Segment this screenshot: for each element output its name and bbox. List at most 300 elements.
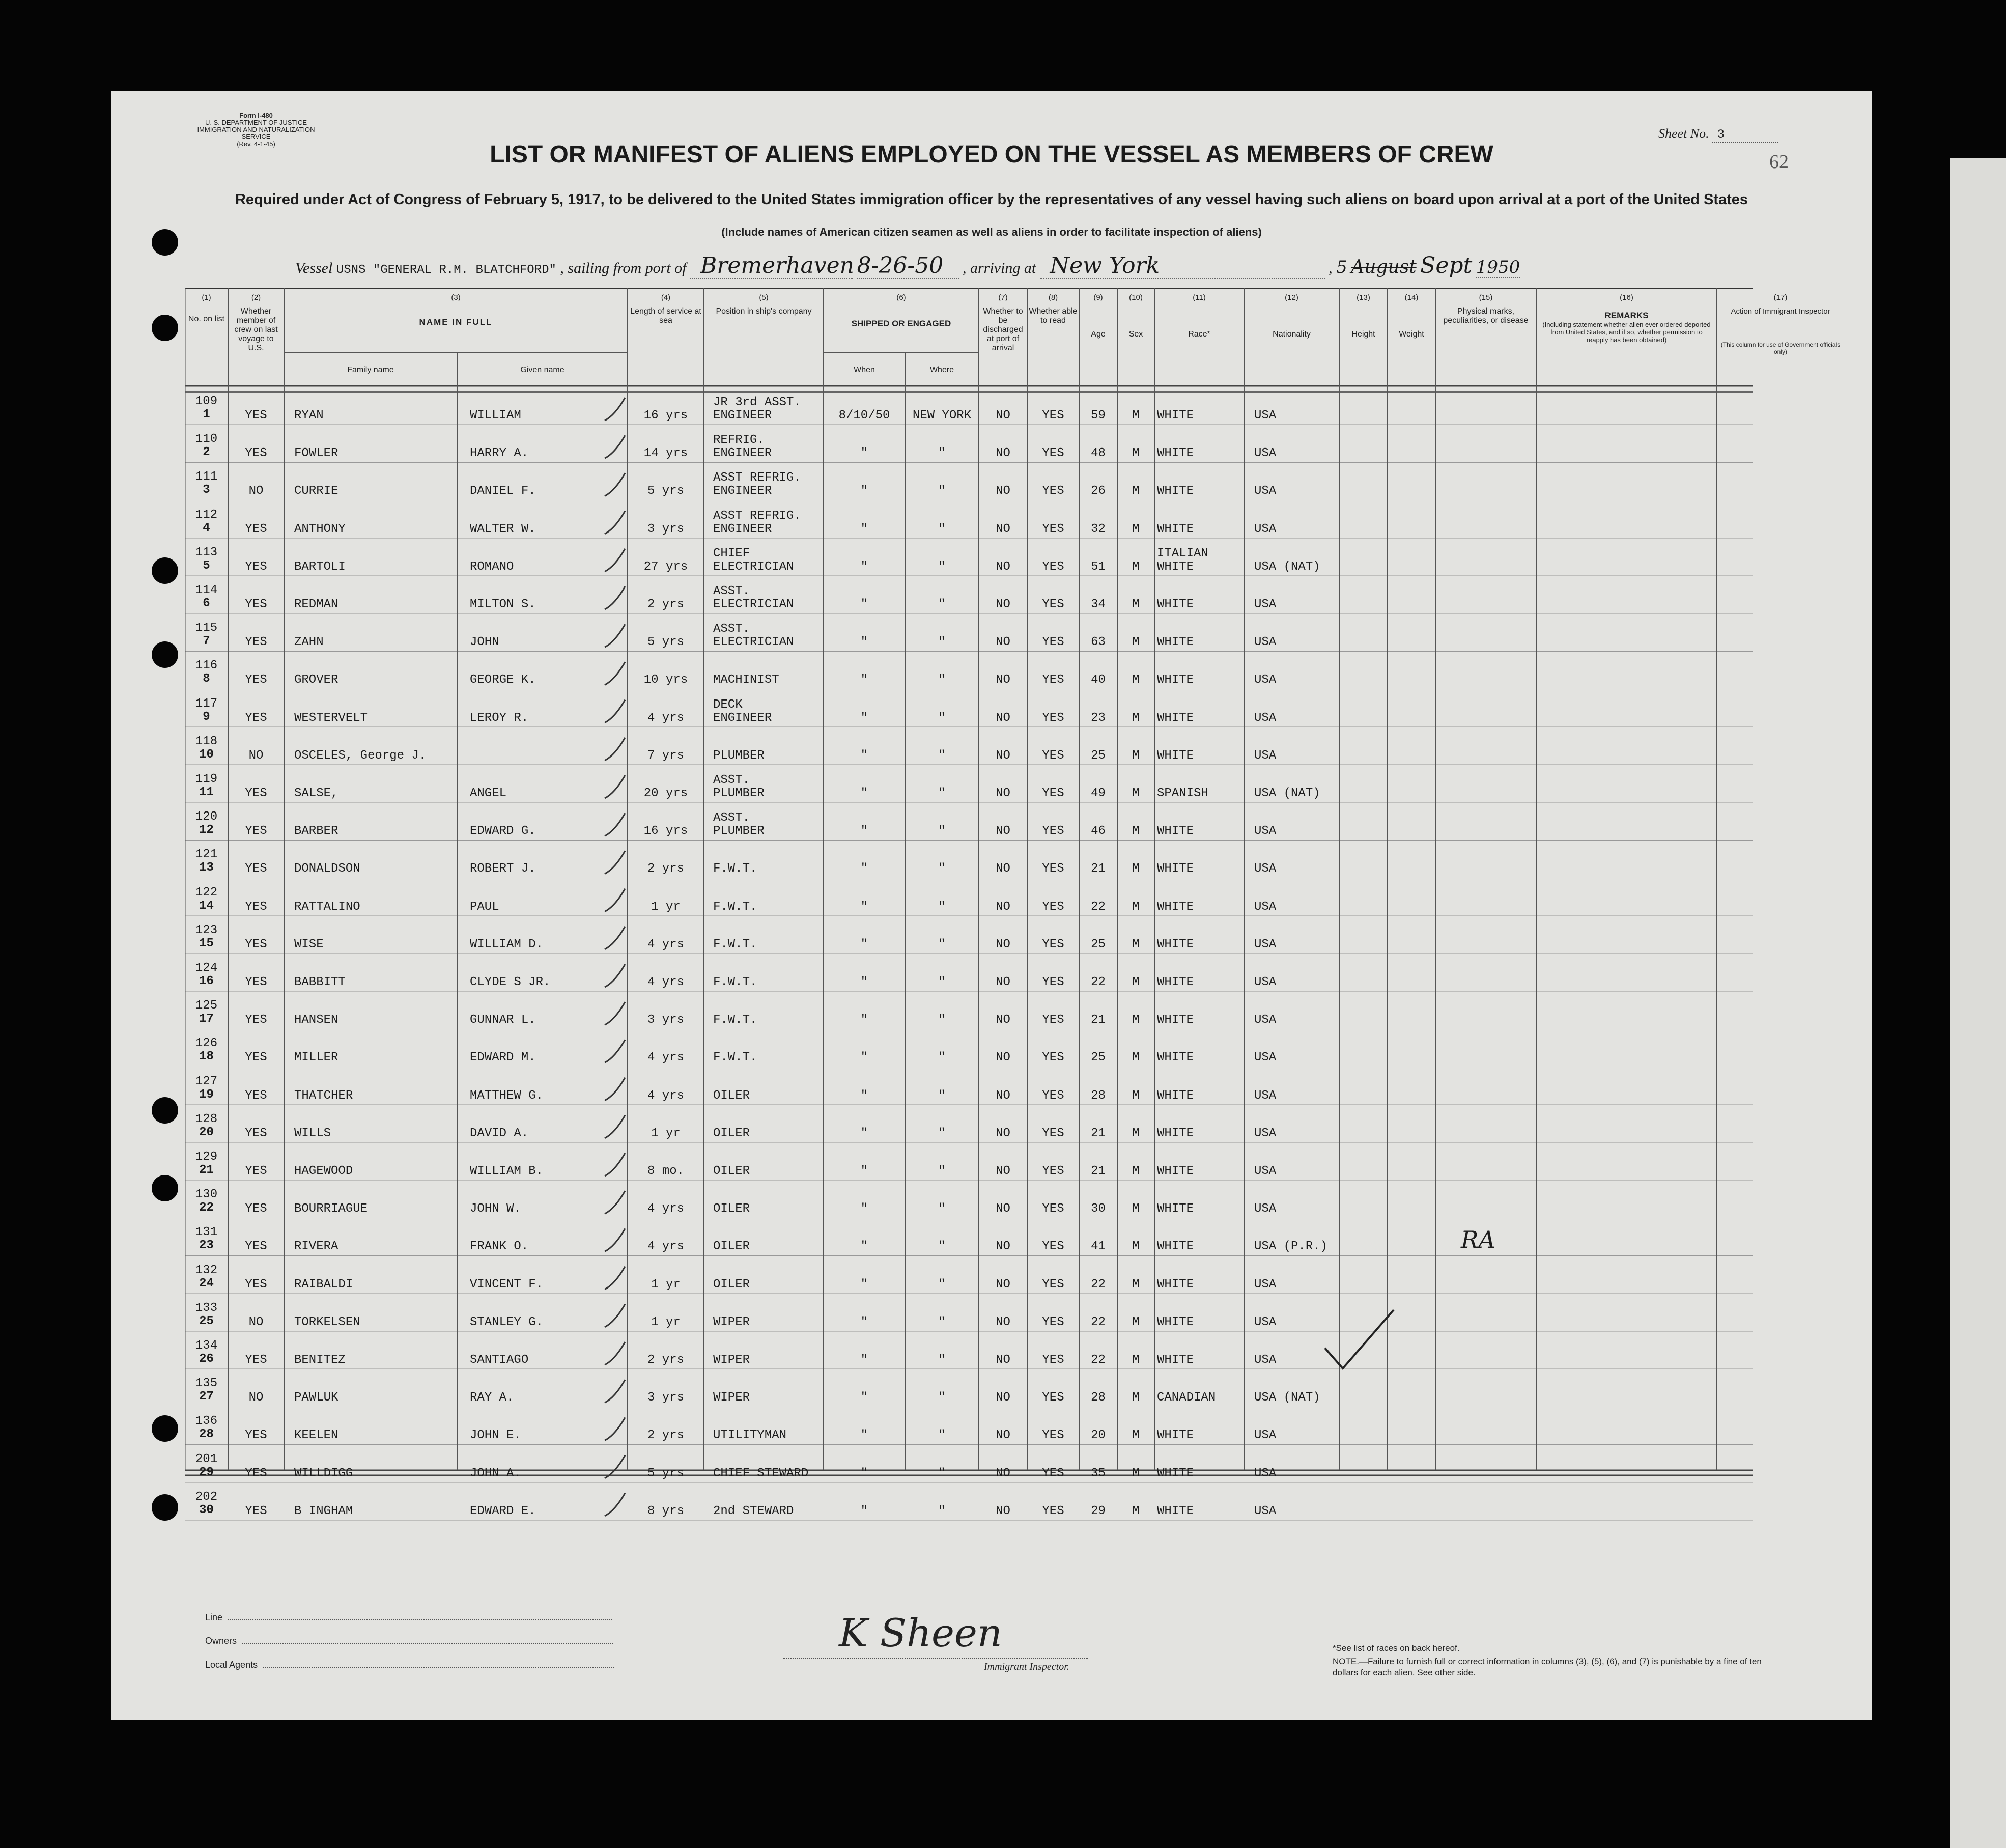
crew-last-voyage: YES bbox=[245, 1164, 267, 1178]
shipped-when: " bbox=[860, 1126, 868, 1140]
crew-age: 32 bbox=[1091, 522, 1106, 536]
crew-family-name: RYAN bbox=[294, 409, 324, 423]
shipped-where: " bbox=[938, 1013, 946, 1027]
crew-race: WHITE bbox=[1157, 1013, 1194, 1027]
crew-sex: M bbox=[1132, 1164, 1140, 1178]
check-mark bbox=[605, 1417, 625, 1440]
check-mark bbox=[605, 473, 625, 496]
check-mark bbox=[605, 1267, 625, 1290]
punch-hole bbox=[152, 641, 178, 668]
col-c11-num: (11) bbox=[1193, 293, 1206, 302]
col-c10-num: (10) bbox=[1129, 293, 1143, 302]
crew-last-voyage: YES bbox=[245, 824, 267, 838]
shipped-when: " bbox=[860, 1240, 868, 1254]
inspector-signature: K Sheen bbox=[839, 1610, 1002, 1656]
shipped-when: " bbox=[860, 635, 868, 650]
crew-given-name: EDWARD E. bbox=[470, 1504, 536, 1518]
crew-race: WHITE bbox=[1157, 1164, 1194, 1178]
discharge-status: NO bbox=[996, 1391, 1010, 1405]
discharge-status: NO bbox=[996, 711, 1010, 725]
shipped-when: " bbox=[860, 1277, 868, 1292]
crew-family-name: MILLER bbox=[294, 1051, 338, 1065]
row-list-number: 27 bbox=[199, 1390, 214, 1404]
crew-given-name: ANGEL bbox=[470, 787, 507, 800]
crew-age: 22 bbox=[1091, 1315, 1106, 1329]
crew-race: WHITE bbox=[1157, 1240, 1194, 1254]
row-sequence-number: 133 bbox=[195, 1301, 218, 1315]
row-sequence-number: 119 bbox=[195, 772, 218, 786]
crew-race: WHITE bbox=[1157, 1466, 1194, 1480]
crew-service-length: 5 yrs bbox=[647, 635, 684, 650]
row-list-number: 8 bbox=[203, 672, 210, 686]
crew-nationality: USA bbox=[1254, 1504, 1277, 1518]
col-c9-num: (9) bbox=[1093, 293, 1103, 302]
document-title: LIST OR MANIFEST OF ALIENS EMPLOYED ON THE VESSEL AS MEMBERS OF CREW bbox=[490, 141, 1493, 168]
crew-service-length: 8 mo. bbox=[647, 1164, 684, 1178]
crew-nationality: USA bbox=[1254, 1429, 1277, 1443]
crew-given-name: MATTHEW G. bbox=[470, 1088, 544, 1103]
crew-position: OILER bbox=[713, 1277, 750, 1292]
able-to-read: YES bbox=[1042, 1164, 1064, 1178]
crew-last-voyage: YES bbox=[245, 1429, 267, 1443]
crew-position: UTILITYMAN bbox=[713, 1429, 787, 1443]
row-sequence-number: 123 bbox=[195, 923, 218, 937]
able-to-read: YES bbox=[1042, 598, 1064, 611]
crew-sex: M bbox=[1132, 937, 1140, 951]
crew-service-length: 1 yr bbox=[651, 1277, 681, 1292]
crew-service-length: 16 yrs bbox=[643, 409, 688, 423]
col-c3a-header: Family name bbox=[347, 366, 394, 374]
crew-age: 25 bbox=[1091, 937, 1106, 951]
manifest-sheet bbox=[111, 91, 1872, 1720]
able-to-read: YES bbox=[1042, 559, 1064, 574]
crew-service-length: 3 yrs bbox=[647, 522, 684, 536]
shipped-when: " bbox=[860, 1315, 868, 1329]
crew-position: ASST. ELECTRICIAN bbox=[713, 584, 794, 611]
shipped-where: " bbox=[938, 862, 946, 876]
crew-age: 22 bbox=[1091, 900, 1106, 914]
document-subnote: (Include names of American citizen seamen as well as aliens in order to facilitate inspection of aliens) bbox=[721, 226, 1262, 238]
crew-nationality: USA bbox=[1254, 862, 1277, 876]
shipped-when: " bbox=[860, 522, 868, 536]
crew-race: SPANISH bbox=[1157, 787, 1208, 800]
row-list-number: 11 bbox=[199, 786, 214, 799]
row-list-number: 1 bbox=[203, 408, 210, 422]
crew-sex: M bbox=[1132, 824, 1140, 838]
crew-last-voyage: YES bbox=[245, 559, 267, 574]
row-list-number: 20 bbox=[199, 1125, 214, 1139]
crew-family-name: RAIBALDI bbox=[294, 1277, 353, 1292]
able-to-read: YES bbox=[1042, 446, 1064, 461]
col-c6b-header: Where bbox=[929, 366, 954, 374]
crew-nationality: USA bbox=[1254, 937, 1277, 951]
check-mark bbox=[605, 1115, 625, 1138]
crew-sex: M bbox=[1132, 1466, 1140, 1480]
crew-race: WHITE bbox=[1157, 975, 1194, 989]
crew-position: ASST REFRIG. ENGINEER bbox=[713, 471, 801, 498]
shipped-where: " bbox=[938, 900, 946, 914]
shipped-when: " bbox=[860, 484, 868, 498]
crew-last-voyage: YES bbox=[245, 900, 267, 914]
crew-given-name: WILLIAM bbox=[470, 409, 521, 423]
crew-sex: M bbox=[1132, 1051, 1140, 1065]
col-c8-header: Whether able to read bbox=[1029, 307, 1078, 325]
check-mark bbox=[605, 775, 625, 798]
crew-service-length: 4 yrs bbox=[647, 1240, 684, 1254]
shipped-when: " bbox=[860, 1504, 868, 1518]
crew-race: WHITE bbox=[1157, 522, 1194, 536]
crew-given-name: STANLEY G. bbox=[470, 1315, 544, 1329]
crew-nationality: USA bbox=[1254, 1126, 1277, 1140]
crew-position: WIPER bbox=[713, 1391, 750, 1405]
crew-given-name: WALTER W. bbox=[470, 522, 536, 536]
row-list-number: 7 bbox=[203, 634, 210, 649]
arrival-month: Sept bbox=[1420, 253, 1473, 278]
crew-service-length: 5 yrs bbox=[647, 484, 684, 498]
discharge-status: NO bbox=[996, 673, 1010, 687]
owners-label: Owners bbox=[205, 1636, 237, 1646]
crew-given-name: JOHN W. bbox=[470, 1202, 521, 1216]
crew-age: 25 bbox=[1091, 1051, 1106, 1065]
crew-service-length: 16 yrs bbox=[643, 824, 688, 838]
crew-sex: M bbox=[1132, 975, 1140, 989]
crew-race: WHITE bbox=[1157, 1429, 1194, 1443]
col-c3-header: NAME IN FULL bbox=[419, 317, 493, 327]
row-sequence-number: 127 bbox=[195, 1074, 218, 1088]
crew-service-length: 2 yrs bbox=[647, 1429, 684, 1443]
crew-last-voyage: NO bbox=[248, 1315, 264, 1329]
row-sequence-number: 118 bbox=[195, 734, 218, 748]
crew-last-voyage: YES bbox=[245, 1126, 267, 1140]
shipped-where: " bbox=[938, 635, 946, 650]
crew-last-voyage: YES bbox=[245, 1202, 267, 1216]
row-list-number: 3 bbox=[203, 483, 210, 497]
able-to-read: YES bbox=[1042, 1466, 1064, 1480]
check-mark bbox=[605, 1304, 625, 1327]
crew-race: WHITE bbox=[1157, 484, 1194, 498]
crew-sex: M bbox=[1132, 673, 1140, 687]
crew-nationality: USA (NAT) bbox=[1254, 559, 1320, 574]
crew-family-name: BABBITT bbox=[294, 975, 346, 989]
crew-nationality: USA bbox=[1254, 1466, 1277, 1480]
crew-nationality: USA bbox=[1254, 1013, 1277, 1027]
check-mark bbox=[605, 549, 625, 572]
crew-service-length: 1 yr bbox=[651, 900, 681, 914]
discharge-status: NO bbox=[996, 559, 1010, 574]
check-mark bbox=[605, 1455, 625, 1478]
crew-family-name: ZAHN bbox=[294, 635, 324, 650]
able-to-read: YES bbox=[1042, 900, 1064, 914]
crew-age: 25 bbox=[1091, 748, 1106, 763]
crew-last-voyage: YES bbox=[245, 635, 267, 650]
arrival-day: 5 bbox=[1336, 257, 1347, 277]
crew-service-length: 20 yrs bbox=[643, 787, 688, 800]
col-c17-note: (This column for use of Government officials only) bbox=[1720, 341, 1841, 355]
col-c2-num: (2) bbox=[251, 293, 261, 302]
crew-sex: M bbox=[1132, 1202, 1140, 1216]
crew-age: 41 bbox=[1091, 1240, 1106, 1254]
row-sequence-number: 113 bbox=[195, 545, 218, 559]
crew-service-length: 27 yrs bbox=[643, 559, 688, 574]
able-to-read: YES bbox=[1042, 673, 1064, 687]
crew-nationality: USA bbox=[1254, 1164, 1277, 1178]
row-sequence-number: 122 bbox=[195, 885, 218, 900]
remark-initials: RA bbox=[1461, 1226, 1495, 1254]
row-sequence-number: 202 bbox=[195, 1490, 218, 1504]
crew-nationality: USA bbox=[1254, 900, 1277, 914]
crew-position: ASST REFRIG. ENGINEER bbox=[713, 509, 801, 536]
crew-sex: M bbox=[1132, 862, 1140, 876]
crew-family-name: WESTERVELT bbox=[294, 711, 368, 725]
crew-last-voyage: YES bbox=[245, 787, 267, 800]
check-mark bbox=[605, 851, 625, 874]
department-name: U. S. DEPARTMENT OF JUSTICE bbox=[205, 119, 307, 126]
col-c13-num: (13) bbox=[1357, 293, 1370, 302]
crew-last-voyage: YES bbox=[245, 1088, 267, 1103]
row-list-number: 17 bbox=[199, 1012, 214, 1026]
crew-last-voyage: NO bbox=[248, 1391, 264, 1405]
crew-family-name: RIVERA bbox=[294, 1240, 338, 1254]
shipped-when: " bbox=[860, 1013, 868, 1027]
vessel-label: Vessel bbox=[295, 260, 333, 276]
crew-nationality: USA bbox=[1254, 484, 1277, 498]
line-field bbox=[205, 1612, 612, 1623]
check-mark bbox=[605, 1191, 625, 1214]
able-to-read: YES bbox=[1042, 484, 1064, 498]
col-c4-num: (4) bbox=[661, 293, 671, 302]
col-c16-note: (Including statement whether alien ever ordered deported from United States, and if so, whether permission to reapply has been obtained) bbox=[1542, 321, 1711, 344]
able-to-read: YES bbox=[1042, 1202, 1064, 1216]
crew-nationality: USA (NAT) bbox=[1254, 787, 1320, 800]
shipped-where: " bbox=[938, 787, 946, 800]
crew-position: F.W.T. bbox=[713, 937, 757, 951]
crew-sex: M bbox=[1132, 598, 1140, 611]
able-to-read: YES bbox=[1042, 1051, 1064, 1065]
punch-hole bbox=[152, 1097, 178, 1124]
punch-hole bbox=[152, 1494, 178, 1521]
shipped-where: " bbox=[938, 1391, 946, 1405]
discharge-status: NO bbox=[996, 446, 1010, 461]
crew-race: WHITE bbox=[1157, 1277, 1194, 1292]
crew-position: PLUMBER bbox=[713, 748, 765, 763]
crew-position: ASST. PLUMBER bbox=[713, 773, 765, 800]
crew-family-name: ANTHONY bbox=[294, 522, 346, 536]
check-mark bbox=[605, 1153, 625, 1176]
discharge-status: NO bbox=[996, 1088, 1010, 1103]
discharge-status: NO bbox=[996, 1240, 1010, 1254]
crew-age: 63 bbox=[1091, 635, 1106, 650]
crew-position: WIPER bbox=[713, 1315, 750, 1329]
vessel-name: USNS "GENERAL R.M. BLATCHFORD" bbox=[336, 263, 556, 277]
arrival-month-struck: August bbox=[1351, 257, 1417, 277]
sheet-label: Sheet No. bbox=[1658, 126, 1709, 141]
check-mark bbox=[605, 1493, 625, 1516]
row-sequence-number: 136 bbox=[195, 1414, 218, 1429]
crew-race: WHITE bbox=[1157, 900, 1194, 914]
note-label: NOTE. bbox=[1333, 1657, 1359, 1666]
crew-nationality: USA bbox=[1254, 1088, 1277, 1103]
local-agents-label: Local Agents bbox=[205, 1660, 258, 1670]
able-to-read: YES bbox=[1042, 1277, 1064, 1292]
crew-service-length: 4 yrs bbox=[647, 1202, 684, 1216]
check-mark bbox=[605, 624, 625, 647]
crew-service-length: 2 yrs bbox=[647, 862, 684, 876]
crew-race: WHITE bbox=[1157, 1202, 1194, 1216]
crew-age: 22 bbox=[1091, 975, 1106, 989]
row-list-number: 14 bbox=[199, 899, 214, 913]
crew-nationality: USA bbox=[1254, 522, 1277, 536]
row-sequence-number: 117 bbox=[195, 696, 218, 711]
discharge-status: NO bbox=[996, 484, 1010, 498]
crew-race: WHITE bbox=[1157, 1353, 1194, 1367]
crew-nationality: USA (P.R.) bbox=[1254, 1240, 1328, 1254]
able-to-read: YES bbox=[1042, 522, 1064, 536]
crew-age: 35 bbox=[1091, 1466, 1106, 1480]
check-mark bbox=[605, 1040, 625, 1062]
crew-race: WHITE bbox=[1157, 1315, 1194, 1329]
shipped-when: " bbox=[860, 598, 868, 611]
crew-race: WHITE bbox=[1157, 1126, 1194, 1140]
discharge-status: NO bbox=[996, 598, 1010, 611]
shipped-when: " bbox=[860, 862, 868, 876]
discharge-status: NO bbox=[996, 1013, 1010, 1027]
col-c11-header: Race* bbox=[1188, 330, 1210, 339]
crew-given-name: VINCENT F. bbox=[470, 1277, 544, 1292]
check-mark bbox=[605, 813, 625, 836]
shipped-where: " bbox=[938, 1353, 946, 1367]
discharge-status: NO bbox=[996, 862, 1010, 876]
shipped-where: " bbox=[938, 1202, 946, 1216]
crew-family-name: BOURRIAGUE bbox=[294, 1202, 368, 1216]
crew-service-length: 4 yrs bbox=[647, 1051, 684, 1065]
crew-age: 28 bbox=[1091, 1391, 1106, 1405]
check-mark bbox=[605, 927, 625, 949]
row-list-number: 22 bbox=[199, 1201, 214, 1215]
col-c13-header: Height bbox=[1351, 330, 1375, 339]
shipped-where: " bbox=[938, 1164, 946, 1178]
row-sequence-number: 129 bbox=[195, 1150, 218, 1164]
row-sequence-number: 112 bbox=[195, 508, 218, 522]
row-list-number: 2 bbox=[203, 445, 210, 460]
row-sequence-number: 130 bbox=[195, 1188, 218, 1202]
crew-age: 23 bbox=[1091, 711, 1106, 725]
shipped-when: " bbox=[860, 1088, 868, 1103]
crew-position: JR 3rd ASST. ENGINEER bbox=[713, 396, 801, 423]
shipped-when: " bbox=[860, 446, 868, 461]
crew-given-name: DAVID A. bbox=[470, 1126, 529, 1140]
row-list-number: 23 bbox=[199, 1239, 214, 1253]
service-name: IMMIGRATION AND NATURALIZATION SERVICE bbox=[197, 126, 315, 141]
discharge-status: NO bbox=[996, 409, 1010, 423]
col-c14-num: (14) bbox=[1404, 293, 1419, 302]
crew-age: 40 bbox=[1091, 673, 1106, 687]
crew-family-name: DONALDSON bbox=[294, 862, 360, 876]
check-mark bbox=[605, 398, 625, 421]
crew-family-name: THATCHER bbox=[294, 1088, 353, 1103]
crew-nationality: USA bbox=[1254, 1051, 1277, 1065]
crew-last-voyage: YES bbox=[245, 1240, 267, 1254]
crew-nationality: USA bbox=[1254, 1353, 1277, 1367]
crew-race: WHITE bbox=[1157, 598, 1194, 611]
shipped-where: " bbox=[938, 598, 946, 611]
crew-family-name: CURRIE bbox=[294, 484, 338, 498]
col-c7-header: Whether to be discharged at port of arrival bbox=[983, 307, 1023, 352]
crew-nationality: USA bbox=[1254, 1277, 1277, 1292]
shipped-where: " bbox=[938, 559, 946, 574]
crew-sex: M bbox=[1132, 1315, 1140, 1329]
crew-position: MACHINIST bbox=[713, 673, 779, 687]
row-sequence-number: 124 bbox=[195, 961, 218, 975]
crew-race: WHITE bbox=[1157, 446, 1194, 461]
crew-position: ASST. PLUMBER bbox=[713, 811, 765, 838]
col-c6-num: (6) bbox=[896, 293, 906, 302]
crew-position: 2nd STEWARD bbox=[713, 1504, 794, 1518]
crew-last-voyage: YES bbox=[245, 1051, 267, 1065]
shipped-where: " bbox=[938, 1240, 946, 1254]
shipped-when: " bbox=[860, 900, 868, 914]
able-to-read: YES bbox=[1042, 1429, 1064, 1443]
shipped-when: 8/10/50 bbox=[838, 409, 890, 423]
crew-last-voyage: YES bbox=[245, 1504, 267, 1518]
row-list-number: 13 bbox=[199, 861, 214, 875]
crew-family-name: HAGEWOOD bbox=[294, 1164, 353, 1178]
crew-race: CANADIAN bbox=[1157, 1391, 1216, 1405]
crew-given-name: ROMANO bbox=[470, 559, 514, 574]
punch-hole bbox=[152, 1415, 178, 1442]
crew-given-name: WILLIAM D. bbox=[470, 937, 544, 951]
row-list-number: 16 bbox=[199, 974, 214, 988]
crew-position: F.W.T. bbox=[713, 862, 757, 876]
crew-race: WHITE bbox=[1157, 673, 1194, 687]
crew-age: 51 bbox=[1091, 559, 1106, 574]
check-mark bbox=[605, 435, 625, 458]
crew-given-name: DANIEL F. bbox=[470, 484, 536, 498]
row-list-number: 28 bbox=[199, 1427, 214, 1442]
crew-position: OILER bbox=[713, 1088, 750, 1103]
shipped-where: " bbox=[938, 1504, 946, 1518]
row-list-number: 4 bbox=[203, 521, 210, 535]
crew-family-name: FOWLER bbox=[294, 446, 338, 461]
crew-age: 21 bbox=[1091, 862, 1106, 876]
crew-family-name: HANSEN bbox=[294, 1013, 338, 1027]
row-list-number: 15 bbox=[199, 936, 214, 950]
crew-age: 34 bbox=[1091, 598, 1106, 611]
crew-last-voyage: YES bbox=[245, 673, 267, 687]
crew-service-length: 4 yrs bbox=[647, 1088, 684, 1103]
crew-nationality: USA bbox=[1254, 598, 1277, 611]
row-list-number: 18 bbox=[199, 1050, 214, 1064]
shipped-when: " bbox=[860, 673, 868, 687]
crew-given-name: CLYDE S JR. bbox=[470, 975, 551, 989]
crew-position: REFRIG. ENGINEER bbox=[713, 433, 772, 461]
crew-race: WHITE bbox=[1157, 711, 1194, 725]
crew-service-length: 10 yrs bbox=[643, 673, 688, 687]
crew-sex: M bbox=[1132, 1429, 1140, 1443]
crew-nationality: USA bbox=[1254, 748, 1277, 763]
crew-sex: M bbox=[1132, 1504, 1140, 1518]
row-sequence-number: 116 bbox=[195, 659, 218, 673]
crew-sex: M bbox=[1132, 409, 1140, 423]
crew-sex: M bbox=[1132, 711, 1140, 725]
shipped-when: " bbox=[860, 748, 868, 763]
col-c3-num: (3) bbox=[451, 293, 461, 302]
crew-sex: M bbox=[1132, 1088, 1140, 1103]
shipped-where: " bbox=[938, 1051, 946, 1065]
crew-family-name: BARTOLI bbox=[294, 559, 346, 574]
race-note: *See list of races on back hereof. bbox=[1333, 1643, 1460, 1653]
crew-given-name: GUNNAR L. bbox=[470, 1013, 536, 1027]
row-sequence-number: 201 bbox=[195, 1452, 218, 1466]
